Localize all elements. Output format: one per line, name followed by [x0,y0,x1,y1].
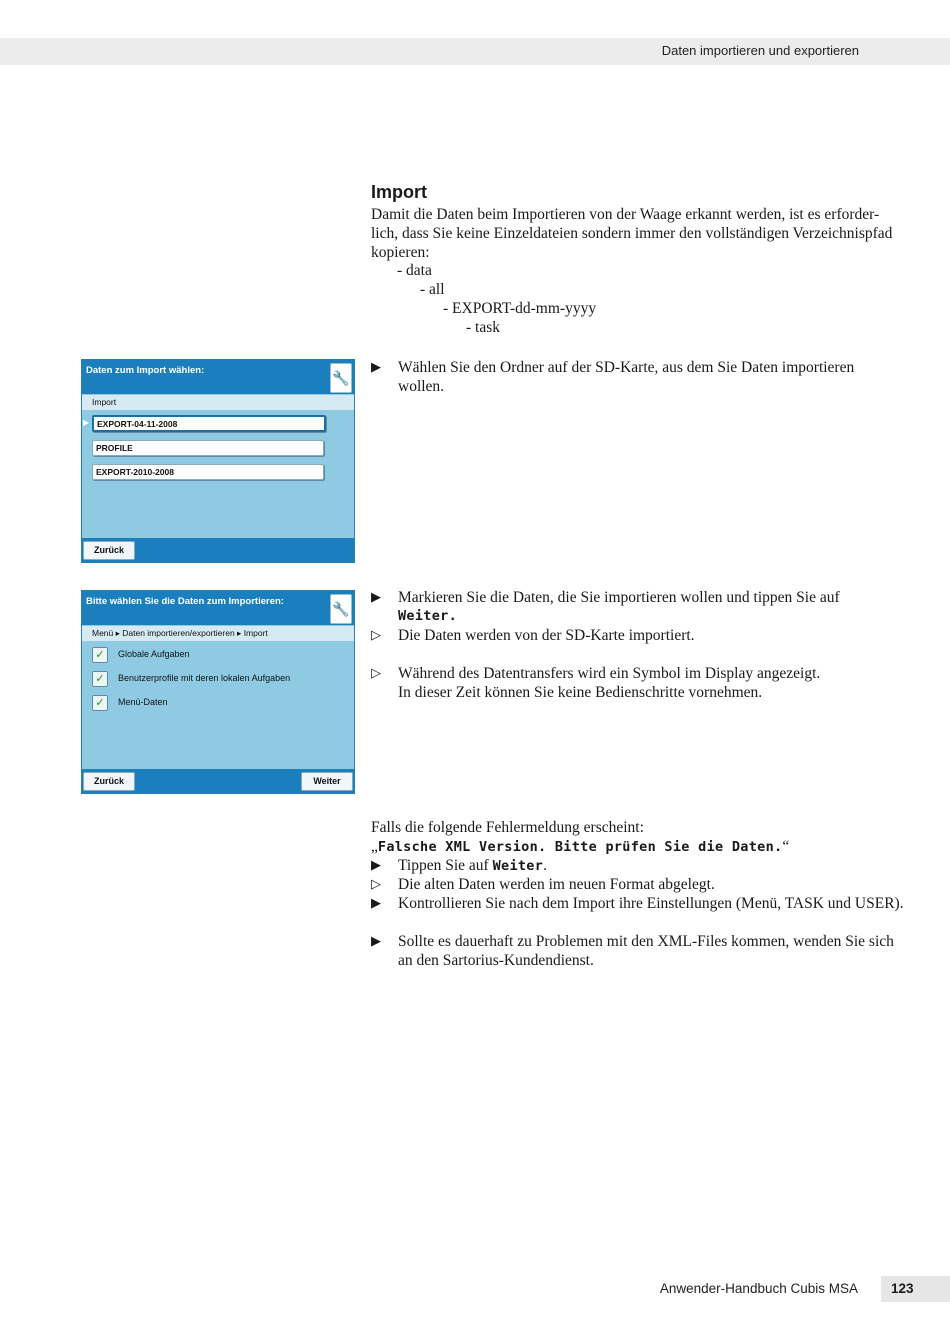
error-message: Falsche XML Version. Bitte prüfen Sie die Daten. [377,839,783,855]
intro-line: kopieren: [371,244,430,262]
breadcrumb: Menü ▸ Daten importieren/exportieren ▸ Import [82,626,354,641]
checkbox-checked-icon[interactable]: ✓ [92,695,108,711]
manual-title: Anwender-Handbuch Cubis MSA [659,1281,858,1296]
filled-arrow-icon: ▶ [371,896,381,911]
tree-item-data: - data [397,262,432,279]
page-header-bar [0,38,950,65]
folder-button-profile[interactable]: PROFILE [92,440,324,456]
filled-arrow-icon: ▶ [371,360,381,375]
error-intro: Falls die folgende Fehlermeldung erscheint: [371,819,644,836]
selection-marker-icon: ▶ [83,418,90,427]
checkbox-label: Benutzerprofile mit deren lokalen Aufgaben [118,673,291,683]
filled-arrow-icon: ▶ [371,590,381,605]
wrench-icon[interactable]: 🔧 [330,594,352,624]
folder-button-export-2010[interactable]: EXPORT-2010-2008 [92,464,324,480]
intro-line: Damit die Daten beim Importieren von der Waage erkannt werden, ist es erforder- [371,206,880,223]
hollow-arrow-icon: ▷ [371,666,381,681]
screen-select-data [81,590,355,794]
tree-item-all: - all [420,281,445,298]
screen-footer [82,538,354,562]
step-choose-folder [371,358,916,396]
step-line: Markieren Sie die Daten, die Sie importieren wollen und tippen Sie auf [398,589,840,606]
checkbox-label: Globale Aufgaben [118,649,190,659]
step-line: Kontrollieren Sie nach dem Import ihre Einstellungen (Menü, TASK und USER). [398,895,904,912]
screen-title-bar [82,591,354,625]
step-line: Wählen Sie den Ordner auf der SD-Karte, aus dem Sie Daten importieren [398,359,855,376]
tree-item-export: - EXPORT-dd-mm-yyyy [443,300,597,317]
screen-select-folder [81,359,355,563]
screen-title: Bitte wählen Sie die Daten zum Importieren: [86,596,284,607]
checkbox-checked-icon[interactable]: ✓ [92,647,108,663]
checkbox-checked-icon[interactable]: ✓ [92,671,108,687]
weiter-keyword: Weiter. [398,608,457,625]
error-step-tap-weiter: ▶ Tippen Sie auf Weiter. [371,857,548,874]
step-line: wollen. [398,378,445,396]
back-button[interactable]: Zurück [83,541,135,560]
error-step-support [371,932,916,970]
step-line: In dieser Zeit können Sie keine Bedienschritte vornehmen. [398,684,763,702]
result-imported [371,626,916,645]
step-line: Die alten Daten werden im neuen Format abgelegt. [398,876,715,893]
screen-title: Daten zum Import wählen: [86,365,205,376]
filled-arrow-icon: ▶ [371,858,381,873]
step-line: an den Sartorius-Kundendienst. [398,952,594,970]
page-number: 123 [881,1276,950,1302]
screen-title-bar [82,360,354,394]
step-line: Die Daten werden von der SD-Karte importiert. [398,627,695,644]
filled-arrow-icon: ▶ [371,934,381,949]
tree-item-task: - task [466,319,501,336]
intro-paragraph [371,205,916,263]
error-message-line: „Falsche XML Version. Bitte prüfen Sie die Daten.“ [371,838,790,855]
result-transfer-symbol [371,664,916,702]
error-result-format [371,875,916,894]
step-line: Sollte es dauerhaft zu Problemen mit den XML-Files kommen, wenden Sie sich [398,933,894,950]
hollow-arrow-icon: ▷ [371,877,381,892]
checkbox-label: Menü-Daten [118,697,168,707]
section-heading: Import [371,182,427,202]
step-mark-data [371,588,916,626]
step-line: Während des Datentransfers wird ein Symbol im Display angezeigt. [398,665,821,682]
running-header: Daten importieren und exportieren [661,43,859,58]
wrench-icon[interactable]: 🔧 [330,363,352,393]
next-button[interactable]: Weiter [301,772,353,791]
intro-line: lich, dass Sie keine Einzeldateien sondern immer den vollständigen Verzeichnispfad [371,225,893,243]
back-button[interactable]: Zurück [83,772,135,791]
error-step-check-settings [371,894,916,913]
folder-button-export-2008[interactable]: EXPORT-04-11-2008 [92,415,326,432]
screen-footer [82,769,354,793]
weiter-keyword: Weiter [492,858,544,874]
breadcrumb: Import [82,395,354,410]
hollow-arrow-icon: ▷ [371,628,381,643]
